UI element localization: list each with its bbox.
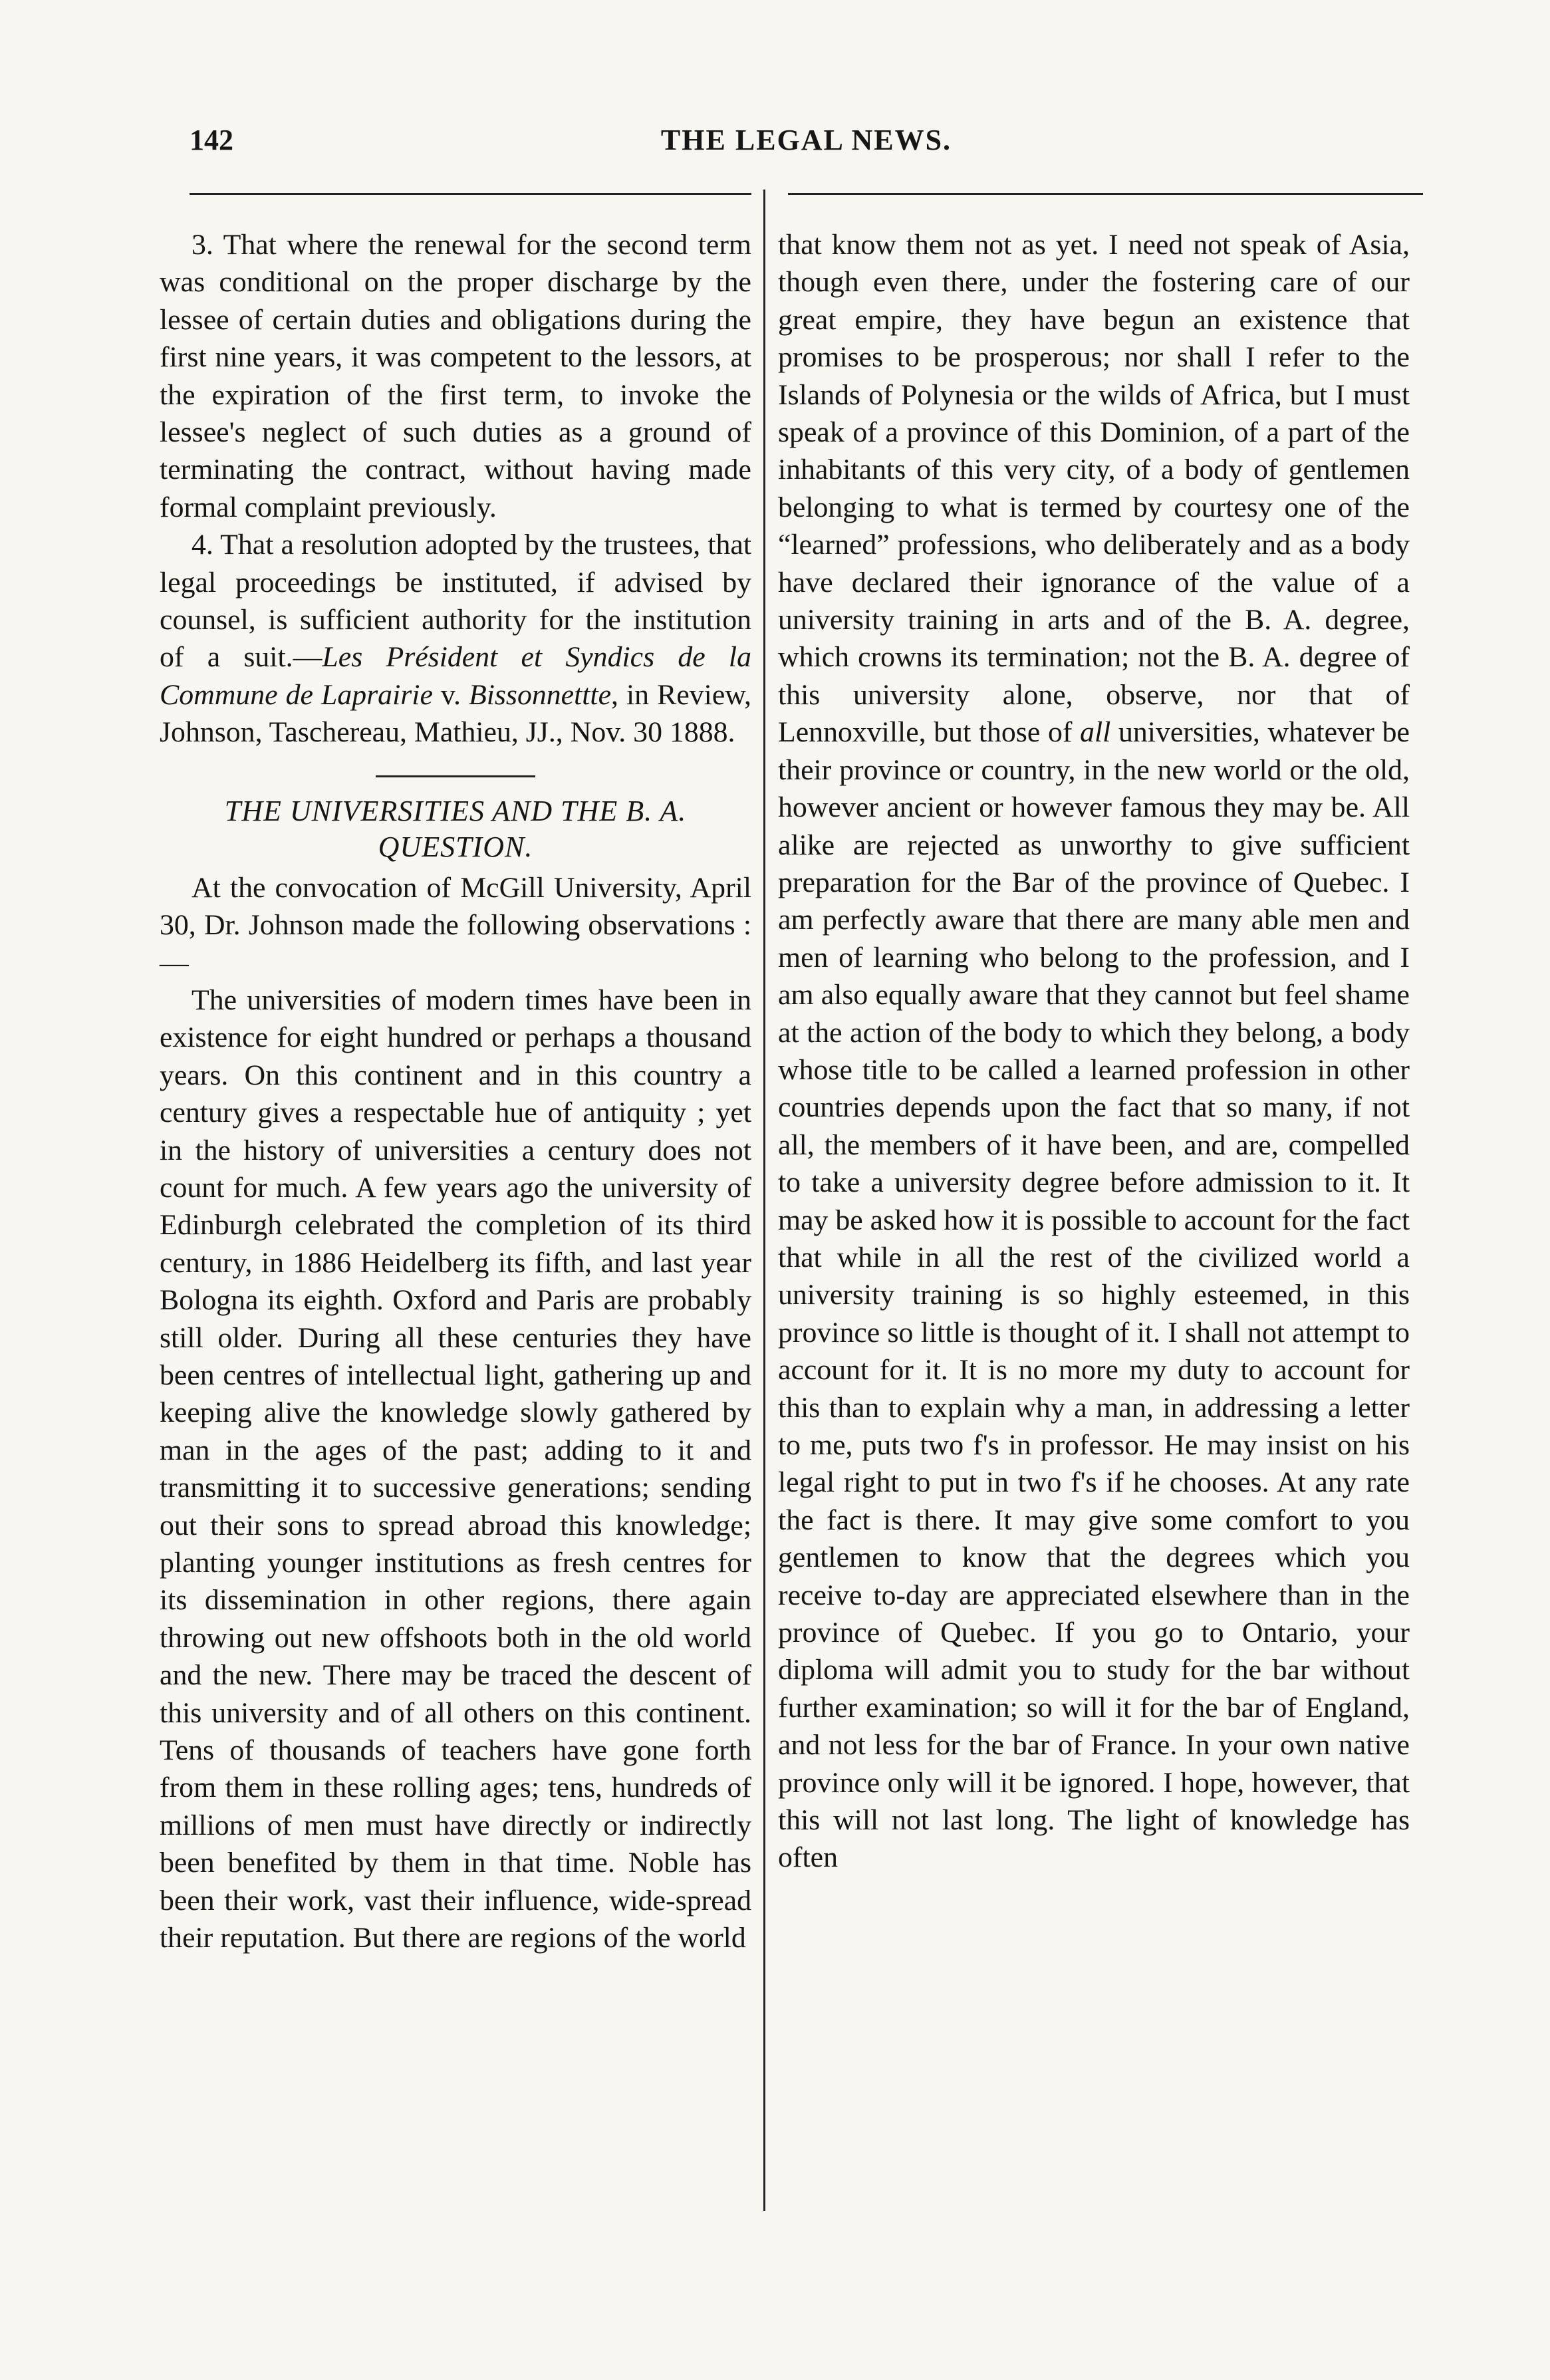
- holding-item-3: 3. That where the renewal for the second term was conditional on the proper discharge by the lessee of certain duties and obligations during the first nine years, it was competent to the lessors, at the expiration of the first term, to invoke the lessee's neglect of such duties as a ground of terminating the contract, without having made formal complaint previously.: [160, 229, 751, 523]
- article-body-right-part-2: universities, whatever be their province or country, in the new world or the old, however ancient or however famous they may be. All alike are rejected as unworthy to give sufficient preparation for the Bar of the province of Quebec. I am perfectly aware that there are many able men and men of learning who belong to the profession, and I am also equally aware that they cannot but feel shame at the action of the body to which they belong, a body whose title to be called a learned profession in other countries depends upon the fact that so many, if not all, the members of it have been, and are, compelled to take a university degree before admission to it. It may be asked how it is possible to account for the fact that while in all the rest of the civilized world a university training is so highly esteemed, in this province so little is thought of it. I shall not attempt to account for it. It is no more my duty to account for this than to explain why a man, in addressing a letter to me, puts two f's in professor. He may insist on his legal right to put in two f's if he chooses. At any rate the fact is there. It may give some comfort to you gentlemen to know that the degrees which you receive to-day are appreciated elsewhere than in the province of Quebec. If you go to Ontario, your diploma will admit you to study for the bar without further examination; so will it for the bar of England, and not less for the bar of France. In your own native province only will it be ignored. I hope, however, that this will not last long. The light of knowledge has often: [778, 716, 1410, 1874]
- case-versus: v.: [432, 678, 469, 711]
- holding-item-4-text: 4. That a resolution adopted by the trustees, that legal proceedings be instituted, if advised by counsel, is sufficient authority for the institution of a suit.—: [160, 529, 751, 674]
- article-body-left: The universities of modern times have been in existence for eight hundred or perhaps a thousand years. On this continent and in this country a century gives a respectable hue of antiquity ; yet in the history of universities a century does not count for much. A few years ago the university of Edinburgh celebrated the completion of its third century, in 1886 Heidelberg its fifth, and last year Bologna its eighth. Oxford and Paris are probably still older. During all these centuries they have been centres of intellectual light, gathering up and keeping alive the knowledge slowly gathered by man in the ages of the past; adding to it and transmitting it to successive generations; sending out their sons to spread abroad this knowledge; planting younger institutions as fresh centres for its dissemination in other regions, there again throwing out new offshoots both in the old world and the new. There may be traced the descent of this university and of all others on this continent. Tens of thousands of teachers have gone forth from them in these rolling ages; tens, hundreds of millions of men must have directly or indirectly been benefited by them in that time. Noble has been their work, vast their influence, wide-spread their reputation. But there are regions of the world: [160, 984, 751, 1954]
- section-separator: [376, 775, 535, 777]
- running-title: THE LEGAL NEWS.: [660, 124, 952, 156]
- article-body-right: [778, 226, 1410, 1877]
- emphasis-all: all: [1080, 716, 1111, 749]
- header-rule-right: [788, 193, 1423, 195]
- article-body-right-part-1: that know them not as yet. I need not speak of Asia, though even there, under the fostering care of our great empire, they have begun an existence that promises to be prosperous; nor shall I refer to the Islands of Polynesia or the wilds of Africa, but I must speak of a province of this Dominion, of a part of the inhabitants of this very city, of a body of gentlemen belonging to what is termed by courtesy one of the “learned” professions, who deliberately and as a body have declared their ignorance of the value of a university training in arts and of the B. A. degree, which crowns its termination; not the B. A. degree of this university alone, observe, nor that of Lennoxville, but those of: [778, 229, 1410, 749]
- column-divider: [763, 190, 765, 2211]
- page-header: [190, 123, 1423, 170]
- left-column: [160, 226, 751, 1956]
- case-citation: , in Review, Johnson, Taschereau, Mathieu, JJ., Nov. 30 1888.: [160, 678, 751, 749]
- case-name-plaintiff: Les Président et Syndics de la Commune de Laprairie: [160, 641, 751, 711]
- page-number: 142: [190, 124, 233, 156]
- case-name-defendant: Bissonnettte: [468, 678, 612, 711]
- header-rule-left: [190, 193, 751, 195]
- right-column: [778, 226, 1410, 1877]
- holding-item-4: [160, 526, 751, 751]
- article-intro: At the convocation of McGill University, April 30, Dr. Johnson made the following observations :—: [160, 871, 751, 979]
- section-heading: THE UNIVERSITIES AND THE B. A. QUESTION.: [224, 794, 687, 863]
